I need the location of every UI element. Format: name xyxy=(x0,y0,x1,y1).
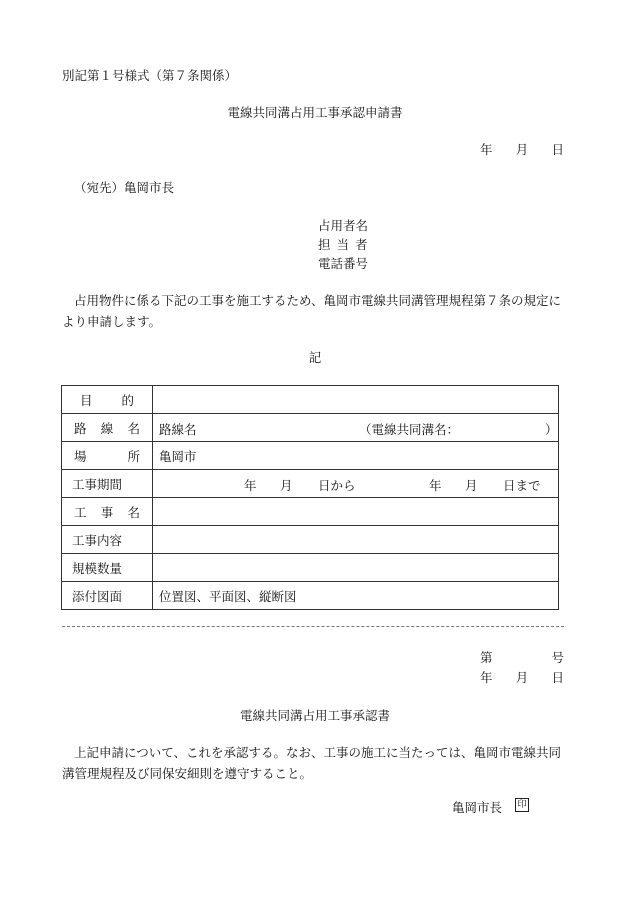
application-date xyxy=(480,140,564,158)
work-content-field[interactable] xyxy=(153,526,559,554)
location-field[interactable]: 亀岡市 xyxy=(153,442,559,470)
row-label-attachments: 添付図面 xyxy=(62,582,153,610)
approval-title: 電線共同溝占用工事承認書 xyxy=(239,708,390,723)
table-row xyxy=(62,414,559,442)
approval-body: 上記申請について、これを承認する。なお、工事の施工に当たっては、亀岡市電線共同溝管理規程及び同保安細則を遵守すること。 xyxy=(62,745,562,781)
row-label-work-content: 工事内容 xyxy=(62,526,153,554)
attachments-field[interactable]: 位置図、平面図、縦断図 xyxy=(153,582,559,610)
table-row xyxy=(62,582,559,610)
seal-stamp: 印 xyxy=(515,798,529,812)
table-row xyxy=(62,470,559,498)
work-name-field[interactable] xyxy=(153,498,559,526)
table-row xyxy=(62,554,559,582)
table-row xyxy=(62,386,559,414)
table-row xyxy=(62,442,559,470)
applicant-person-label: 担 当 者 xyxy=(318,237,368,252)
row-label-period: 工事期間 xyxy=(62,470,153,498)
period-field[interactable]: 年 月 日から 年 月 日まで xyxy=(153,470,559,498)
row-label-work-name: 工 事 名 xyxy=(62,498,153,526)
row-label-location: 場 所 xyxy=(62,442,153,470)
form-note: 別記第１号様式（第７条関係） xyxy=(62,68,238,83)
conduit-name-open: （電線共同溝名： xyxy=(359,422,460,437)
document-title: 電線共同溝占用工事承認申請書 xyxy=(227,105,403,120)
cut-line xyxy=(62,626,564,627)
approval-date: 年 月 日 xyxy=(480,670,564,685)
date-year: 年 xyxy=(480,142,493,157)
table-row xyxy=(62,498,559,526)
conduit-name-close: ） xyxy=(545,422,558,437)
date-month: 月 xyxy=(515,142,529,157)
table-row xyxy=(62,526,559,554)
application-table xyxy=(61,385,559,610)
signer: 亀岡市長 xyxy=(452,800,503,815)
addressee: （宛先）亀岡市長 xyxy=(74,180,175,195)
purpose-field[interactable] xyxy=(153,386,559,414)
applicant-phone-label: 電話番号 xyxy=(318,256,369,271)
row-label-purpose: 目 的 xyxy=(62,386,153,414)
scale-field[interactable] xyxy=(153,554,559,582)
row-label-scale: 規模数量 xyxy=(62,554,153,582)
route-name-text: 路線名 xyxy=(159,422,197,437)
route-field[interactable] xyxy=(153,414,559,442)
date-day: 日 xyxy=(551,142,564,157)
approval-number: 第 号 xyxy=(480,650,564,665)
row-label-route: 路 線 名 xyxy=(62,414,153,442)
application-body: 占用物件に係る下記の工事を施工するため、亀岡市電線共同溝管理規程第７条の規定により申請します。 xyxy=(62,293,562,329)
applicant-name-label: 占用者名 xyxy=(318,218,369,233)
ki-heading: 記 xyxy=(308,350,322,365)
